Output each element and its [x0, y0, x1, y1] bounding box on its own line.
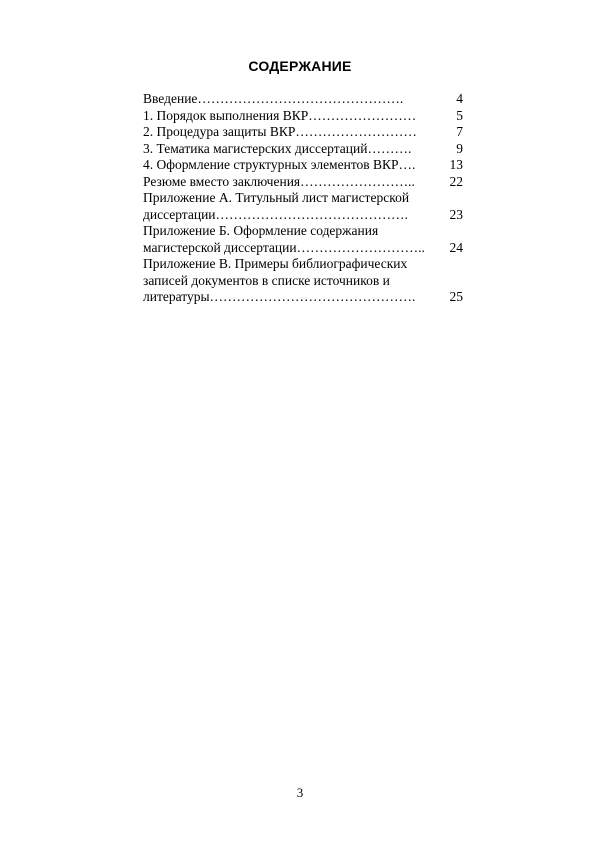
toc-entry-page: 7: [456, 124, 463, 139]
toc-entry-page: 25: [449, 289, 463, 304]
toc-entry-title: 4. Оформление структурных элементов ВКР….: [143, 157, 416, 172]
toc-entry-title: Приложение Б. Оформление содержания магистерской диссертации………………………..: [143, 223, 425, 255]
toc-entry-page: 22: [449, 173, 463, 189]
toc-entry-title: 2. Процедура защиты ВКР………………………: [143, 124, 417, 139]
toc-entry-page: 24: [449, 239, 463, 255]
toc-entry-title: Введение……………………………………….: [143, 91, 404, 106]
toc-entry-title: 3. Тематика магистерских диссертаций……….: [143, 140, 412, 156]
page-number: 3: [296, 785, 304, 800]
toc-entry-formatting[interactable]: [143, 157, 463, 174]
toc-entry-title: Приложение А. Титульный лист магистерской диссертации…………………………………….: [143, 190, 410, 222]
toc-entry-page: 5: [456, 107, 463, 123]
toc-entry-title: 1. Порядок выполнения ВКР……………………: [143, 107, 417, 123]
toc-entry-page: 9: [456, 140, 463, 156]
toc-entry-page: 4: [456, 91, 463, 106]
page-title: СОДЕРЖАНИЕ: [248, 58, 352, 74]
toc-entry-defense[interactable]: [143, 124, 463, 141]
toc-entry-appendix-a[interactable]: [143, 190, 463, 223]
toc-entry-appendix-b[interactable]: [143, 223, 463, 256]
toc-entry-procedure[interactable]: [143, 108, 463, 125]
toc-entry-page: 13: [449, 157, 463, 172]
toc-entry-page: 23: [449, 206, 463, 222]
toc-entry-introduction[interactable]: [143, 91, 463, 108]
toc-entry-title: Приложение В. Примеры библиографических записей документов в списке источников и литературы……………………………………….: [143, 256, 416, 304]
toc-entry-summary[interactable]: [143, 174, 463, 191]
table-of-contents: [143, 91, 463, 306]
toc-entry-topics[interactable]: [143, 141, 463, 158]
toc-entry-title: Резюме вместо заключения……………………..: [143, 173, 415, 189]
toc-entry-appendix-v[interactable]: [143, 256, 463, 306]
